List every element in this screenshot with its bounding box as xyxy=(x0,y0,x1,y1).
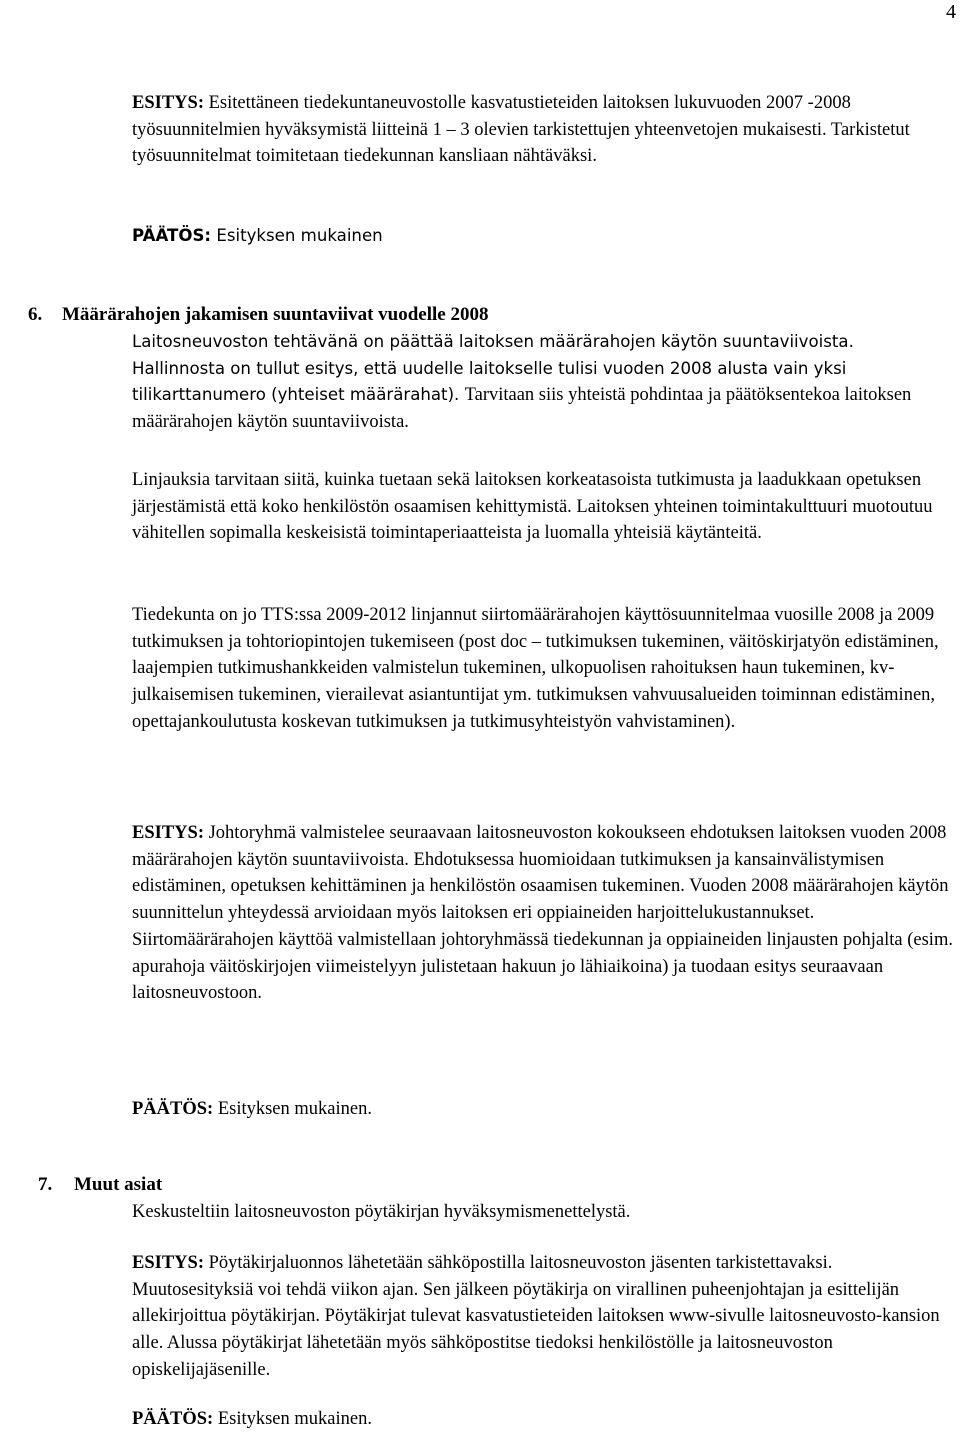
proposal-label: ESITYS: xyxy=(132,823,204,843)
decision-label: PÄÄTÖS: xyxy=(132,1409,214,1429)
decision-label: PÄÄTÖS: xyxy=(132,226,212,245)
section-6-text-b: Tarvitaan siis yhteistä pohdintaa ja päätöksentekoa laitoksen määrärahojen käytön suuntaviivoista. xyxy=(132,385,912,433)
paragraph-text: Linjauksia tarvitaan siitä, kuinka tuetaan sekä laitoksen korkeatasoista tutkimusta ja laadukkaan opetuksen järjestämistä että koko henkilöstön osaamisen kehittymistä. Laitoksen yhteinen toimintakulttuuri muotoutuu vähitellen sopimalla keskeisistä toimintaperiaatteista ja luomalla yhteisiä käytänteitä. xyxy=(132,470,933,544)
decision-text: Esityksen mukainen. xyxy=(217,1099,372,1119)
section-title: Muut asiat xyxy=(74,1174,163,1195)
decision-text: Esityksen mukainen xyxy=(216,226,383,245)
proposal-text: Pöytäkirjaluonnos lähetetään sähköpostilla laitosneuvoston jäsenten tarkistettavaksi. Muutosesityksiä voi tehdä viikon ajan. Sen jälkeen pöytäkirja on virallinen puheenjohtajan ja esittelijän allekirjoittua pöytäkirjan. Pöytäkirjat tulevat kasvatustieteiden laitoksen www-sivulle laitosneuvosto-kansion alle. Alussa pöytäkirjat lähetetään myös sähköpostitse tiedoksi henkilöstölle ja laitosneuvoston opiskelijajäsenille. xyxy=(132,1253,940,1380)
section-7-text: Keskusteltiin laitosneuvoston pöytäkirjan hyväksymismenettelystä. xyxy=(132,1202,631,1222)
section-title: Määrärahojen jakamisen suuntaviivat vuodelle 2008 xyxy=(62,304,489,325)
section-7-body xyxy=(0,1199,960,1226)
proposal-text: Johtoryhmä valmistelee seuraavaan laitosneuvoston kokoukseen ehdotuksen laitoksen vuoden 2008 määrärahojen käytön suuntaviivoista. Ehdotuksessa huomioidaan tutkimuksen ja kansainvälistymisen edistäminen, opetuksen kehittäminen ja henkilöstön osaamisen tukeminen. Vuoden 2008 määrärahojen käytön suunnittelun yhteydessä arvioidaan myös laitoksen eri oppiaineiden harjoittelukustannukset. Siirtomäärärahojen käyttöä valmistellaan johtoryhmässä tiedekunnan ja oppiaineiden linjausten pohjalta (esim. apurahoja väitöskirjojen viimeistelyyn julistetaan hakuun jo lähiaikoina) ja tuodaan esitys seuraavaan laitosneuvostoon. xyxy=(132,823,953,1004)
decision-label: PÄÄTÖS: xyxy=(132,1099,214,1119)
proposal-block-3 xyxy=(0,1250,960,1384)
paragraph-faculty xyxy=(0,602,960,736)
decision-block-2 xyxy=(0,1096,960,1123)
section-6-body xyxy=(0,329,960,436)
section-number: 7. xyxy=(38,1174,53,1195)
paragraph-guidelines xyxy=(0,467,960,547)
section-6-intro: Laitosneuvoston tehtävänä on päättää laitoksen määrärahojen käytön suuntaviivoista. xyxy=(132,332,854,351)
page-number: 4 xyxy=(946,1,956,23)
decision-text: Esityksen mukainen. xyxy=(217,1409,372,1429)
proposal-label: ESITYS: xyxy=(132,1253,204,1273)
section-number: 6. xyxy=(28,304,43,325)
decision-block-1 xyxy=(0,223,960,250)
proposal-block-2 xyxy=(0,820,960,1007)
proposal-label: ESITYS: xyxy=(132,93,204,113)
proposal-block-1 xyxy=(0,90,960,170)
proposal-text: Esitettäneen tiedekuntaneuvostolle kasvatustieteiden laitoksen lukuvuoden 2007 -2008 työsuunnitelmien hyväksymistä liitteinä 1 – 3 olevien tarkistettujen yhteenvetojen mukaisesti. Tarkistetut työsuunnitelmat toimitetaan tiedekunnan kansliaan nähtäväksi. xyxy=(132,93,910,167)
paragraph-text: Tiedekunta on jo TTS:ssa 2009-2012 linjannut siirtomäärärahojen käyttösuunnitelmaa vuosille 2008 ja 2009 tutkimuksen ja tohtoriopintojen tukemiseen (post doc – tutkimuksen tukeminen, väitöskirjatyön edistäminen, laajempien tutkimushankkeiden valmistelun tukeminen, ulkopuolisen rahoituksen haun tukeminen, kv-julkaisemisen tukeminen, vierailevat asiantuntijat ym. tutkimuksen vahvuusalueiden toiminnan edistäminen, opettajankoulutusta koskevan tutkimuksen ja tutkimusyhteistyön vahvistaminen). xyxy=(132,605,939,732)
section-6-text-a: Hallinnosta on tullut esitys, että uudelle laitokselle tulisi vuoden 2008 alusta vain yksi tilikarttanumero (yhteiset määrärahat). xyxy=(132,358,847,405)
decision-block-3 xyxy=(0,1406,960,1433)
